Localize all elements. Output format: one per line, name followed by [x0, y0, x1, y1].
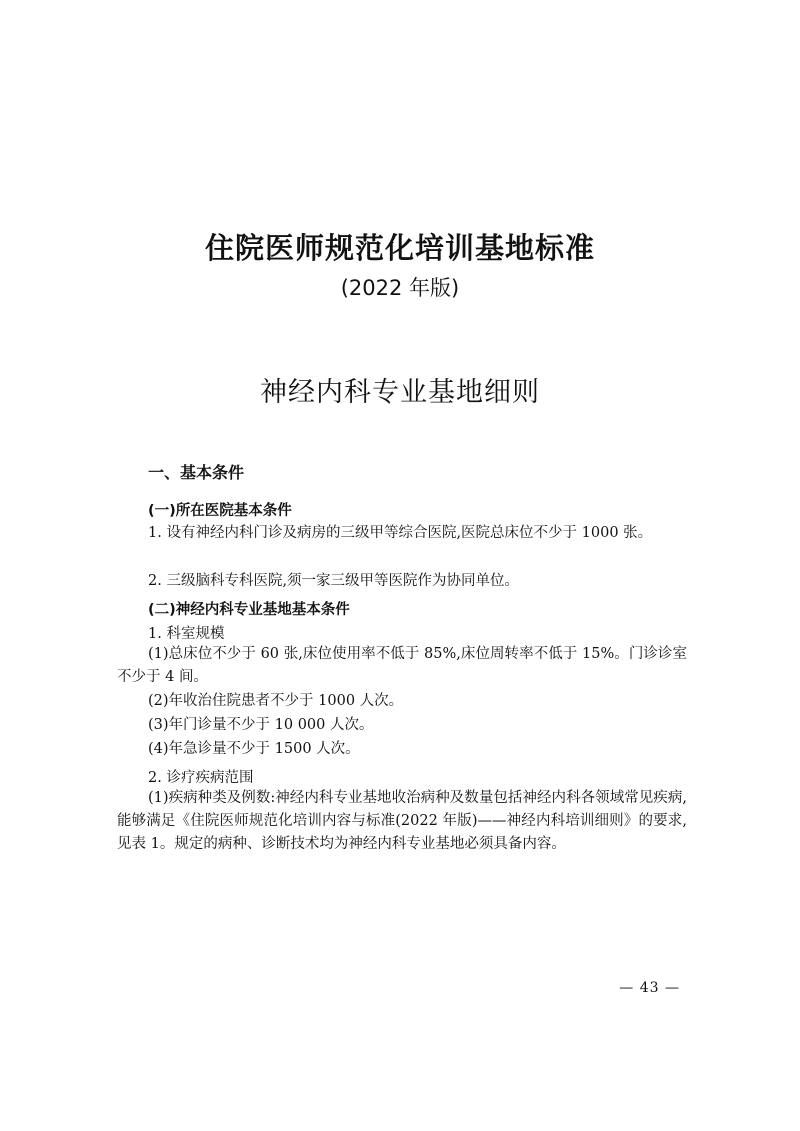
section-title: 神经内科专业基地细则 [260, 377, 540, 408]
paragraph-1 [117, 522, 687, 545]
paragraph-2-text: 2. 三级脑科专科医院,须一家三级甲等医院作为协同单位。 [148, 573, 520, 589]
sub-item-1-text: (1)总床位不少于 60 张,床位使用率不低于 85%,床位周转率不低于 15%。门诊诊室不少于 4 间。 [117, 646, 687, 685]
sub-item-4 [117, 738, 687, 761]
sub-item-2 [117, 690, 687, 713]
sub-item-5-text: (1)疾病种类及例数:神经内科专业基地收治病种及数量包括神经内科各领域常见疾病,能够满足《住院医师规范化培训内容与标准(2022 年版)——神经内科培训细则》的要求,见表 1。规定的病种、诊断技术均为神经内科专业基地必须具备内容。 [117, 790, 687, 852]
sub-item-4-text: (4)年急诊量不少于 1500 人次。 [148, 741, 360, 757]
sub-item-3 [117, 714, 687, 737]
document-subtitle: (2022 年版) [340, 276, 460, 300]
page-number: — 43 — [619, 980, 680, 996]
paragraph-2 [117, 570, 687, 593]
document-title: 住院医师规范化培训基地标准 [204, 231, 595, 265]
sub-item-2-text: (2)年收治住院患者不少于 1000 人次。 [148, 693, 404, 709]
heading-base-conditions: (二)神经内科专业基地基本条件 [148, 602, 350, 618]
heading-hospital-conditions: (一)所在医院基本条件 [148, 503, 292, 519]
item-disease-scope: 2. 诊疗疾病范围 [148, 770, 254, 786]
paragraph-1-text: 1. 设有神经内科门诊及病房的三级甲等综合医院,医院总床位不少于 1000 张。 [148, 525, 653, 541]
sub-item-1 [117, 643, 687, 689]
item-department-scale: 1. 科室规模 [148, 626, 225, 642]
heading-basic-conditions: 一、基本条件 [148, 463, 245, 482]
sub-item-5 [117, 787, 687, 856]
sub-item-3-text: (3)年门诊量不少于 10 000 人次。 [148, 717, 374, 733]
